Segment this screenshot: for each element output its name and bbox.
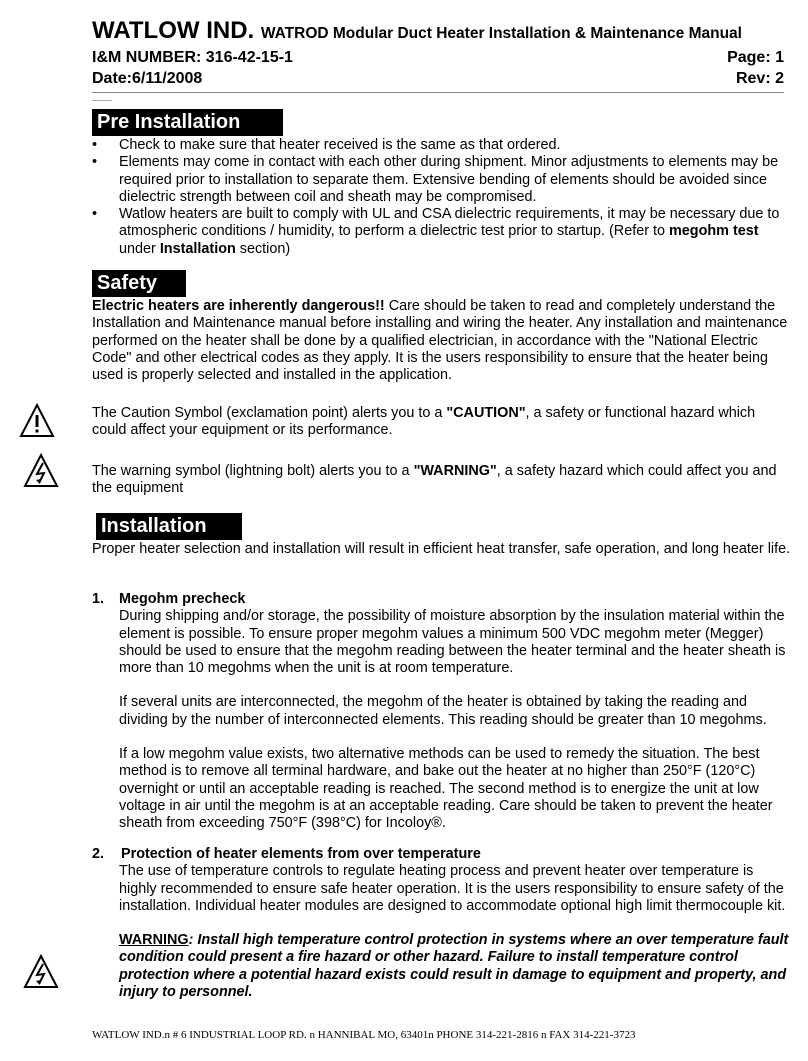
header-divider (92, 92, 784, 93)
pre-installation-bullet: • Check to make sure that heater received is the same as that ordered. (92, 137, 792, 154)
item-paragraph: If several units are interconnected, the megohm of the heater is obtained by taking the reading and dividing by the number of interconnected elements. This reading should be greater than 10 megohms. (119, 694, 767, 728)
header-row-1 (92, 48, 784, 68)
installation-intro: Proper heater selection and installation will result in efficient heat transfer, safe operation, and long heater life. (92, 541, 791, 557)
item-number: 2. (92, 846, 105, 862)
item-heading (92, 846, 792, 863)
megohm-test-ref: megohm test (669, 223, 759, 240)
warning-label-quoted: "WARNING" (413, 463, 497, 479)
warning-lightning-icon (22, 953, 60, 991)
installation-ref: Installation (159, 240, 236, 257)
warning-explanation: The warning symbol (lightning bolt) alerts you to a "WARNING", a safety hazard which could affect you and the equipment (92, 463, 777, 497)
item-paragraph: If a low megohm value exists, two alternative methods can be used to remedy the situation. The best method is to remove all terminal hardware, and bake out the heater at no higher than 250°F (120°C) overnight or until an acceptable reading is reached. The second method is to energize the unit at low voltage in air until the megohm is at an acceptable reading. Care should be taken to prevent the heater sheath from exceeding 750°F (398°C) for Incoloy®. (119, 746, 773, 832)
warning-lightning-icon (22, 452, 60, 490)
item-paragraph: During shipping and/or storage, the possibility of moisture absorption by the insulation material within the element is possible. To ensure proper megohm values a minimum 500 VDC megohm meter (Megger) should be used to ensure that the megohm reading between the heater terminal and the heater sheath is more than 10 megohms when the unit is at room temperature. (119, 608, 786, 677)
caution-explanation: The Caution Symbol (exclamation point) alerts you to a "CAUTION", a safety or functional hazard which could affect your equipment or its performance. (92, 405, 756, 439)
section-heading-installation: Installation (96, 513, 242, 540)
company-name: WATLOW IND. (92, 17, 255, 44)
item-title: Protection of heater elements from over temperature (121, 846, 481, 862)
pre-installation-bullet: • Elements may come in contact with each other during shipment. Minor adjustments to elements may be required prior to installation to separate them. Extensive bending of elements should be avoided since dielectric strength between coil and sheath may be compromised. (92, 154, 792, 206)
warning-text: : Install high temperature control protection in systems where an over temperature fault condition could present a fire hazard or other hazard. Failure to install temperature control protection where a potential hazard exists could result in damage to equipment and property, and injury to personnel. (119, 932, 789, 1001)
document-date: Date:6/11/2008 (92, 70, 203, 87)
over-temperature-warning (92, 932, 792, 1001)
header-row-2 (92, 69, 784, 89)
caution-label: "CAUTION" (446, 405, 526, 421)
document-title (92, 16, 784, 49)
warning-label: WARNING (119, 932, 189, 949)
item-heading (92, 591, 792, 608)
section-heading-pre-installation: Pre Installation (92, 109, 283, 136)
section-heading-safety: Safety (92, 270, 186, 297)
revision: Rev: 2 (735, 70, 784, 87)
pre-installation-content (92, 137, 792, 258)
item-megohm-precheck (92, 591, 792, 833)
safety-paragraph: Electric heaters are inherently dangerous!! Care should be taken to read and completely understand the Installation and Maintenance manual before installing and wiring the heater. Any installation and maintenance performed on the heater shall be done by a qualified electrician, in accordance with the "National Electric Code" and other electrical codes as they apply. It is the users responsibility to ensure that the heater being used is properly selected and installed in the application. (92, 298, 788, 384)
caution-icon (18, 402, 56, 440)
manual-title: WATROD Modular Duct Heater Installation & Maintenance Manual (260, 25, 742, 42)
item-over-temperature (92, 846, 792, 1001)
item-title: Megohm precheck (119, 591, 246, 607)
page-number: Page: 1 (727, 49, 784, 66)
item-paragraph: The use of temperature controls to regulate heating process and prevent heater over temperature is highly recommended to ensure safe heater operation. It is the users responsibility to ensure safety of the installation. Individual heater modules are designed to accommodate optional high limit thermocouple kit. (119, 863, 786, 914)
pre-installation-bullet: • Watlow heaters are built to comply with UL and CSA dielectric requirements, it may be necessary due to atmospheric conditions / humidity, to perform a dielectric test prior to startup. (Refer to megohm test under Installation section) (92, 206, 792, 258)
item-number: 1. (92, 591, 105, 607)
im-number: I&M NUMBER: 316-42-15-1 (92, 49, 293, 66)
footer-address: WATLOW IND.n # 6 INDUSTRIAL LOOP RD. n HANNIBAL MO, 63401n PHONE 314-221-2816 n FAX 314-221-3723 (92, 1029, 636, 1041)
short-divider (92, 100, 112, 101)
safety-lead: Electric heaters are inherently dangerous!! (92, 298, 385, 314)
